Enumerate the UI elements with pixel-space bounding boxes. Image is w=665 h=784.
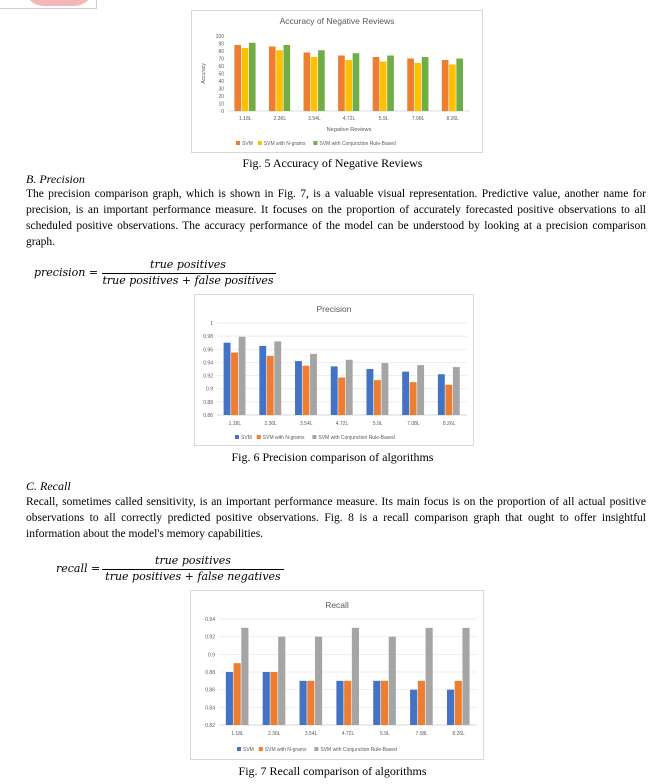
bar [270, 672, 277, 725]
x-tick-label: 4.72L [341, 731, 355, 737]
bar [331, 366, 338, 415]
y-tick-label: 0.84 [205, 705, 215, 712]
bar [407, 59, 414, 112]
y-tick-label: 0.88 [205, 670, 215, 676]
y-axis-label: Accuracy [201, 63, 207, 84]
bar [307, 681, 314, 725]
bar [241, 628, 248, 725]
bar [418, 681, 425, 725]
bar [455, 681, 462, 725]
x-axis-label: Negative Reviews [326, 127, 372, 133]
bar [422, 57, 429, 111]
bar [442, 60, 449, 111]
recall-chart [190, 590, 484, 760]
legend-swatch [258, 141, 262, 145]
y-tick-label: 80 [218, 49, 224, 55]
bar [346, 360, 353, 415]
x-tick-label: 8.26L [442, 421, 456, 427]
bar [315, 637, 322, 725]
x-tick-label: 5.9L [378, 116, 389, 122]
x-tick-label: 7.08L [411, 116, 425, 122]
y-tick-label: 20 [218, 94, 224, 100]
precision-formula [34, 258, 294, 292]
y-tick-label: 0.86 [205, 687, 215, 694]
x-tick-label: 1.18L [231, 731, 244, 737]
bar [380, 62, 387, 112]
y-tick-label: 30 [218, 86, 224, 93]
x-tick-label: 2.36L [264, 421, 277, 427]
precision-heading: B. Precision [26, 172, 85, 186]
legend-swatch [259, 747, 263, 751]
x-tick-label: 3.54L [300, 421, 313, 427]
bar [295, 361, 302, 415]
legend-label: SVM with Conjunction Rule-Based [319, 141, 396, 147]
bar [402, 372, 409, 415]
chart-title: Recall [325, 600, 349, 610]
x-tick-label: 8.26L [446, 116, 459, 122]
bar [234, 45, 241, 111]
x-tick-label: 1.18L [239, 116, 252, 122]
bar [242, 48, 249, 111]
fig7-caption: Fig. 7 Recall comparison of algorithms [238, 764, 427, 778]
x-tick-label: 3.54L [304, 731, 318, 737]
bar [226, 672, 233, 725]
bar [311, 57, 318, 111]
bar [410, 690, 417, 725]
chart-title: Precision [316, 304, 352, 314]
bar [304, 53, 311, 112]
bar [278, 637, 285, 725]
legend-swatch [314, 747, 318, 751]
y-tick-label: 40 [218, 79, 224, 85]
precision-denominator: true positives + false positives [102, 274, 274, 287]
bar [387, 56, 394, 112]
legend-label: SVM with N-grams [264, 747, 307, 753]
bar [274, 341, 281, 415]
legend-label: SVM [243, 747, 254, 753]
legend-swatch [236, 141, 240, 145]
fig6-caption: Fig. 6 Precision comparison of algorithms [231, 450, 434, 464]
x-tick-label: 4.72L [335, 421, 349, 427]
legend-swatch [237, 747, 241, 751]
accuracy-chart [191, 10, 483, 153]
bar [300, 681, 307, 725]
bar [352, 628, 359, 725]
bar [344, 681, 351, 725]
bar [269, 47, 276, 112]
y-tick-label: 0.94 [205, 617, 215, 623]
y-tick-label: 0.82 [205, 723, 215, 729]
legend-label: SVM with N-grams [263, 141, 306, 147]
bar [338, 56, 345, 112]
y-tick-label: 0.9 [208, 652, 215, 659]
y-tick-label: 1 [210, 321, 213, 327]
y-tick-label: 0.98 [203, 334, 213, 341]
bar [353, 53, 360, 111]
y-tick-label: 0.88 [203, 399, 213, 406]
recall-formula [56, 554, 296, 588]
y-tick-label: 0.9 [206, 386, 213, 393]
bar [381, 681, 388, 725]
x-tick-label: 1.18L [228, 421, 242, 427]
y-tick-label: 100 [215, 34, 224, 40]
bar [338, 378, 345, 415]
bar [389, 637, 396, 725]
bar [267, 356, 274, 415]
recall-numerator: true positives [155, 554, 231, 567]
y-tick-label: 70 [218, 56, 224, 63]
x-tick-label: 7.08L [415, 731, 428, 737]
x-tick-label: 2.36L [273, 116, 287, 122]
x-tick-label: 8.26L [452, 731, 465, 737]
legend-swatch [313, 141, 317, 145]
y-tick-label: 0.92 [203, 373, 213, 380]
bar [231, 353, 238, 415]
fig5-caption: Fig. 5 Accuracy of Negative Reviews [242, 156, 423, 170]
bar [415, 63, 422, 111]
bar [373, 681, 380, 725]
legend-label: SVM with N-grams [262, 435, 305, 441]
y-tick-label: 10 [218, 101, 224, 108]
bar [453, 367, 460, 415]
bar [283, 45, 290, 111]
x-tick-label: 7.08L [407, 421, 420, 427]
bar [438, 374, 445, 415]
precision-numerator: true positives [150, 258, 226, 271]
recall-paragraph: Recall, sometimes called sensitivity, is an important performance measure. Its main focus is on the proportion of all actual positive observations to all correctly predicted positive observations. Fig. 8 is a recall comparison graph that ought to offer insightful information about the model's memory capabilities. [26, 496, 646, 540]
bar [462, 628, 469, 725]
recall-heading: C. Recall [26, 479, 71, 493]
x-tick-label: 5.9L [379, 731, 390, 737]
bar [336, 681, 343, 725]
precision-formula-lhs: precision = [34, 266, 99, 279]
bar [234, 663, 241, 725]
bar [276, 50, 283, 111]
y-tick-label: 50 [218, 71, 224, 78]
bar [456, 59, 463, 112]
y-tick-label: 0 [221, 109, 224, 115]
bar [318, 50, 325, 111]
legend-swatch [257, 435, 261, 439]
legend-label: SVM [241, 435, 252, 441]
legend-label: SVM with Conjunction Rule-Based [320, 747, 397, 753]
y-tick-label: 60 [218, 64, 224, 70]
recall-formula-lhs: recall = [56, 562, 101, 575]
precision-paragraph: The precision comparison graph, which is shown in Fig. 7, is a valuable visual representation. Predictive value, another name for precision, is an important performance measure. It focuses on the proportion of accurately forecasted positive observations to all scheduled positive observations. The accuracy performance of the model can be understood by looking at a precision comparison graph. [26, 188, 646, 248]
recall-denominator: true positives + false negatives [105, 570, 281, 583]
bar [224, 343, 231, 415]
bar [259, 346, 266, 415]
bar [417, 365, 424, 415]
bar [449, 65, 456, 112]
y-tick-label: 90 [218, 41, 224, 48]
y-tick-label: 0.92 [205, 634, 215, 641]
bar [366, 369, 373, 415]
bar [310, 354, 317, 415]
bar [426, 628, 433, 725]
bar [303, 366, 310, 415]
x-tick-label: 2.36L [268, 731, 281, 737]
y-tick-label: 0.94 [203, 360, 213, 367]
precision-chart [194, 294, 474, 446]
y-tick-label: 0.96 [203, 347, 213, 354]
bar [445, 385, 452, 415]
y-tick-label: 0.86 [203, 413, 213, 419]
bar [345, 60, 352, 111]
legend-label: SVM [242, 141, 253, 147]
bar [447, 690, 454, 725]
chart-title: Accuracy of Negative Reviews [279, 16, 395, 26]
bar [410, 382, 417, 415]
bar [263, 672, 270, 725]
bar [373, 57, 380, 111]
x-tick-label: 5.9L [372, 421, 383, 427]
x-tick-label: 4.72L [342, 116, 356, 122]
bar [239, 337, 246, 415]
legend-swatch [312, 435, 316, 439]
bar [374, 380, 381, 415]
bar [249, 43, 256, 111]
legend-label: SVM with Conjunction Rule-Based [318, 435, 395, 441]
bar [381, 363, 388, 415]
legend-swatch [235, 435, 239, 439]
x-tick-label: 3.54L [308, 116, 321, 122]
